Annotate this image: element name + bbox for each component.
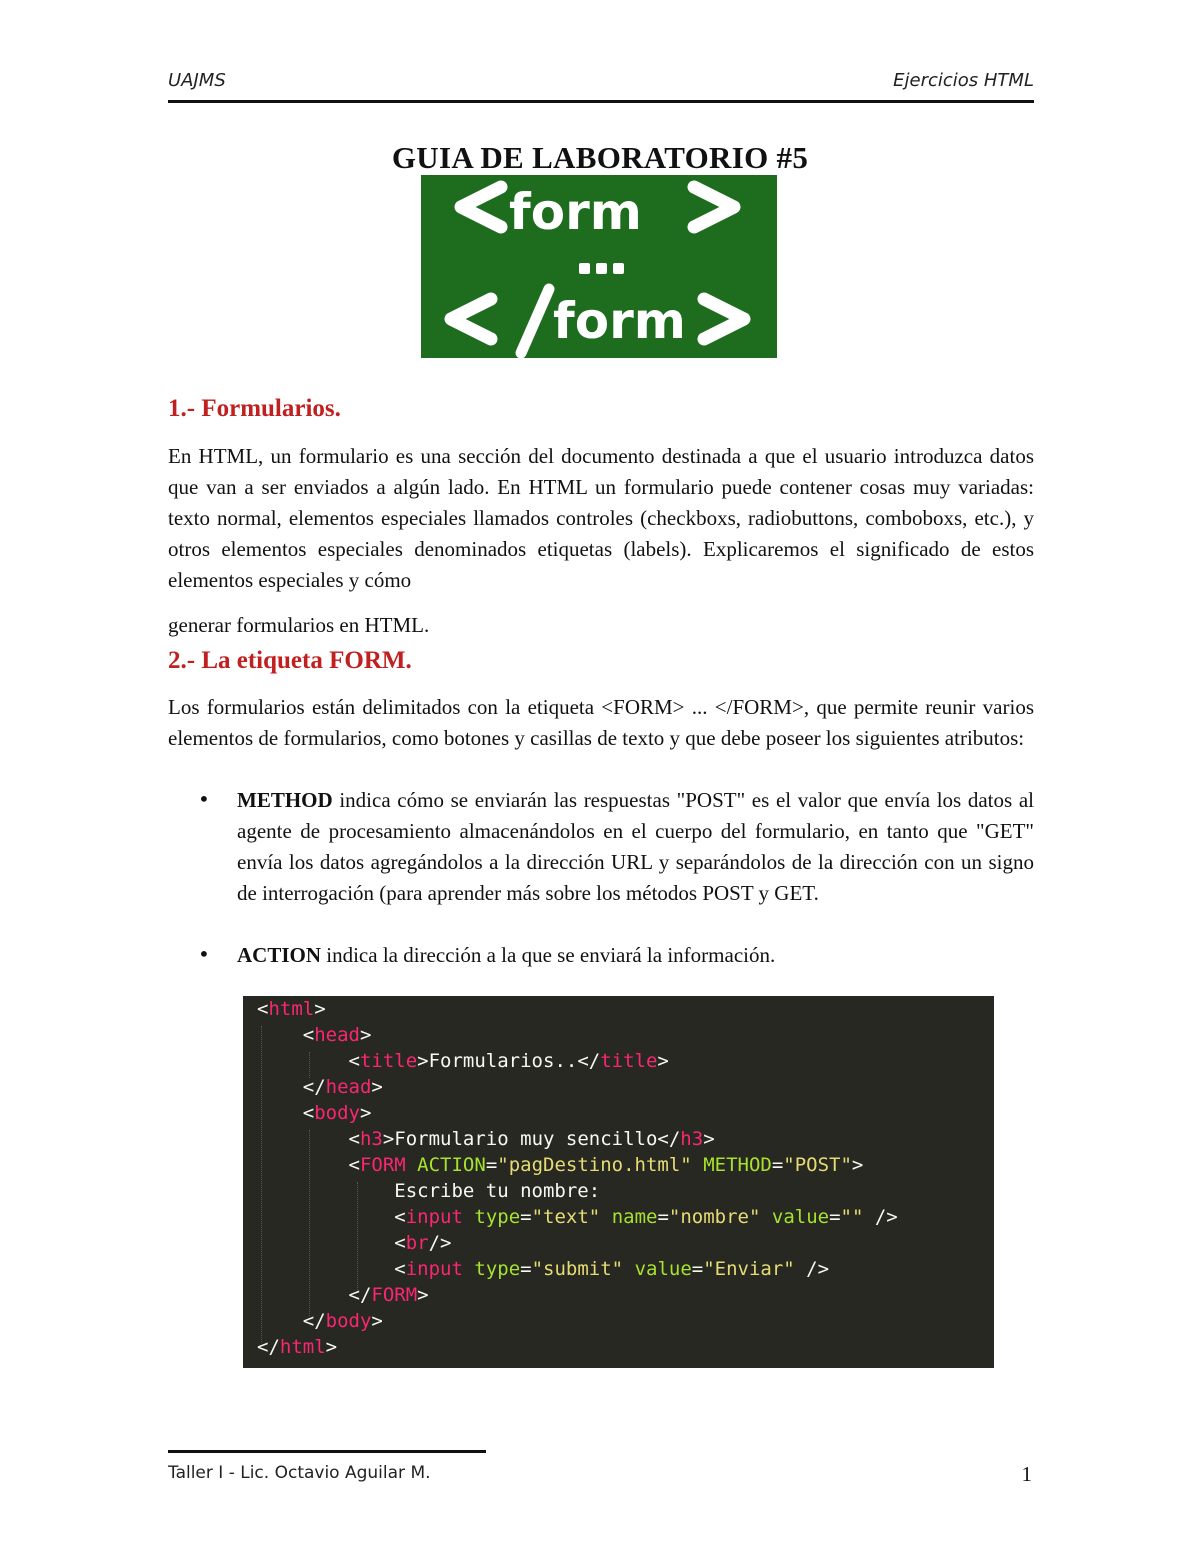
code-line-4: </head>: [257, 1076, 383, 1098]
section-1-heading: 1.- Formularios.: [168, 395, 341, 422]
code-line-1: <html>: [257, 998, 326, 1020]
header-rule: [168, 100, 1034, 103]
code-line-13: </body>: [257, 1310, 383, 1332]
bullet-action-term: ACTION: [237, 943, 322, 967]
section-2-paragraph: Los formularios están delimitados con la etiqueta <FORM> ... </FORM>, que permite reunir varios elementos de formularios, como botones y casillas de texto y que debe poseer los siguientes atributos:: [168, 695, 1034, 750]
section-2-heading: 2.- La etiqueta FORM.: [168, 647, 412, 674]
section-1-paragraph: En HTML, un formulario es una sección del documento destinada a que el usuario introduzca datos que van a ser enviados a algún lado. En HTML un formulario puede contener cosas muy variadas: texto normal, elementos especiales llamados controles (checkboxs, radiobuttons, comboboxs, etc.), y otros elementos especiales denominados etiquetas (labels). Explicaremos el significado de estos elementos especiales y cómo: [168, 444, 1034, 592]
code-line-12: </FORM>: [257, 1284, 429, 1306]
code-line-11: <input type="submit" value="Enviar" />: [257, 1258, 830, 1280]
code-line-3: <title>Formularios..</title>: [257, 1050, 669, 1072]
bullet-method-term: METHOD: [237, 788, 333, 812]
code-line-6: <h3>Formulario muy sencillo</h3>: [257, 1128, 715, 1150]
code-line-2: <head>: [257, 1024, 372, 1046]
banner-form-open-text: form: [509, 183, 642, 241]
bullet-method: [237, 785, 1034, 909]
page-title: GUIA DE LABORATORIO #5: [391, 140, 809, 175]
form-banner-graphic: [421, 175, 777, 358]
section-1-last-line: generar formularios en HTML.: [168, 613, 430, 637]
header-right-text: Ejercicios HTML: [893, 70, 1034, 91]
code-line-10: <br/>: [257, 1232, 452, 1254]
bullet-action: [237, 940, 1034, 971]
banner-form-close-text: form: [553, 292, 686, 350]
form-tag-banner: [421, 175, 777, 358]
bullet-marker: •: [198, 942, 210, 966]
bullet-action-text: indica la dirección a la que se enviará la información.: [321, 943, 776, 967]
bullet-method-text: indica cómo se enviarán las respuestas "POST" es el valor que envía los datos al agente de procesamiento almacenándolos en el cuerpo del formulario, en tanto que "GET" envía los datos agregándolos a la dirección URL y separándolos de la dirección con un signo de interrogación (para aprender más sobre los métodos POST y GET.: [237, 788, 1034, 905]
bullet-marker: •: [198, 787, 210, 811]
page-number: 1: [1021, 1462, 1032, 1486]
code-line-8: Escribe tu nombre:: [394, 1180, 601, 1202]
header-left-text: UAJMS: [168, 70, 226, 91]
code-line-14: </html>: [257, 1336, 338, 1358]
code-example: [243, 996, 994, 1368]
footer-rule: [168, 1450, 486, 1453]
code-line-9: <input type="text" name="nombre" value="" />: [257, 1206, 898, 1228]
code-line-5: <body>: [257, 1102, 372, 1124]
code-line-7: <FORM ACTION="pagDestino.html" METHOD="POST">: [257, 1154, 864, 1176]
footer-author: Taller I - Lic. Octavio Aguilar M.: [168, 1463, 431, 1483]
